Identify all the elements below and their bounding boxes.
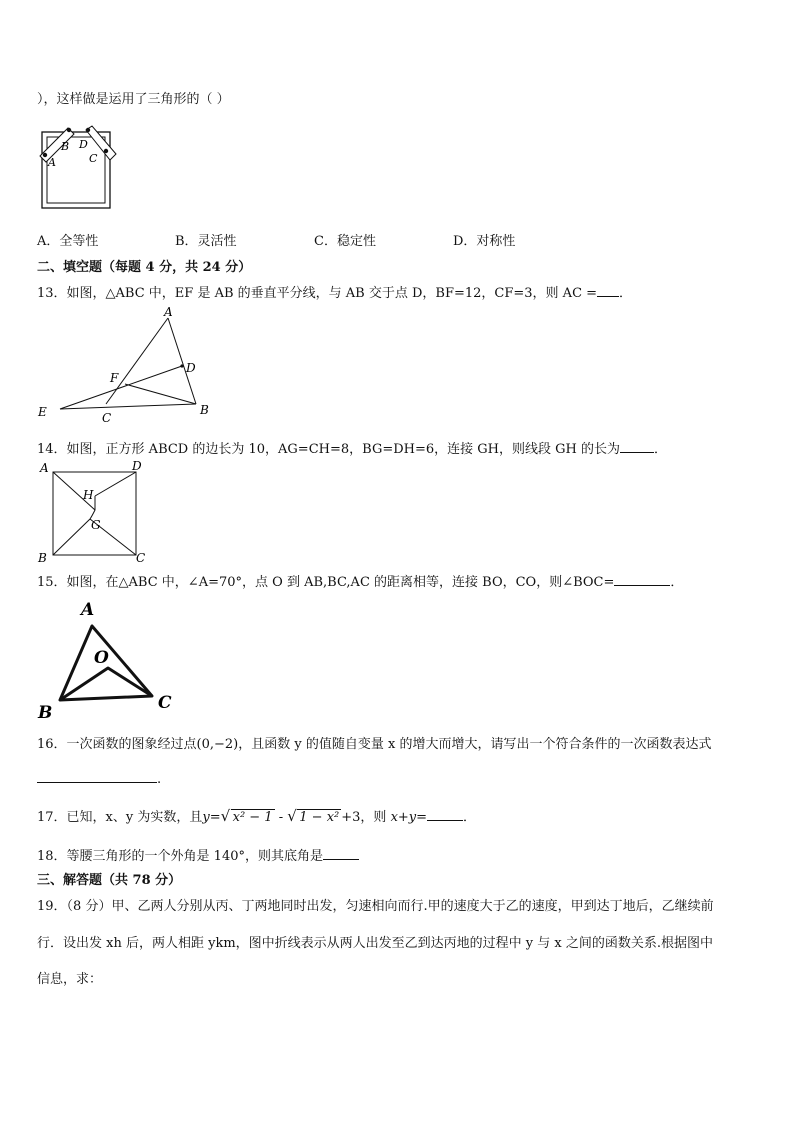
- point-c-dot: [104, 149, 108, 153]
- label-a: A: [81, 600, 95, 620]
- label-f: F: [110, 371, 119, 385]
- point-d-dot: [180, 364, 183, 367]
- q13-text: 13．如图，△ABC 中，EF 是 AB 的垂直平分线，与 AB 交于点 D，BF=12，CF=3，则 AC = ．: [37, 286, 633, 301]
- option-c: C．稳定性: [314, 234, 376, 249]
- label-b: B: [38, 703, 53, 722]
- q15-figure: [34, 596, 184, 722]
- label-a: A: [40, 461, 49, 475]
- option-a: A．全等性: [37, 234, 99, 249]
- label-o: O: [94, 648, 109, 668]
- q14-answer-blank: [620, 440, 654, 453]
- seg-dh: [95, 472, 136, 496]
- point-a-dot: [43, 153, 47, 157]
- q17-answer-blank: [427, 808, 463, 821]
- label-a: A: [164, 305, 173, 319]
- seg-eb: [60, 404, 196, 409]
- q17-text: 17．已知，x、y 为实数，且y= √ x² − 1 - √ 1 − x² +3，则 x+y= ．: [37, 807, 477, 825]
- label-d: D: [132, 459, 142, 473]
- label-c: C: [158, 693, 172, 713]
- q19-line2: 行．设出发 xh 后，两人相距 ykm，图中折线表示从两人出发至乙到达丙地的过程中 y 与 x 之间的函数关系.根据图中: [37, 936, 713, 951]
- label-d: D: [79, 138, 88, 151]
- sqrt-1: √ x² − 1: [220, 807, 273, 825]
- q14-text: 14．如图，正方形 ABCD 的边长为 10，AG=CH=8，BG=DH=6，连接 GH，则线段 GH 的长为 ．: [37, 442, 667, 457]
- q15-answer-blank: [614, 573, 670, 586]
- label-b: B: [38, 551, 47, 565]
- label-d: D: [186, 361, 196, 375]
- label-a: A: [48, 156, 56, 169]
- label-c: C: [102, 411, 112, 425]
- point-d-dot: [86, 128, 90, 132]
- q16-answer-blank: [37, 770, 157, 783]
- label-e: E: [38, 405, 47, 419]
- section2-title: 二、填空题（每题 4 分，共 24 分）: [37, 260, 252, 275]
- point-b-dot: [67, 128, 71, 132]
- option-b: B．灵活性: [175, 234, 237, 249]
- q18-answer-blank: [323, 847, 359, 860]
- label-c: C: [89, 152, 98, 165]
- q13-figure: [30, 304, 220, 426]
- q13-answer-blank: [597, 284, 619, 297]
- sqrt-2: √ 1 − x²: [287, 807, 340, 825]
- q12-figure: [34, 124, 124, 216]
- label-c: C: [136, 551, 146, 565]
- q12-stem-tail: ），这样做是运用了三角形的（ ）: [37, 92, 230, 107]
- label-b: B: [61, 140, 70, 153]
- q15-text: 15．如图，在△ABC 中，∠A=70°，点 O 到 AB,BC,AC 的距离相等，连接 BO，CO，则∠BOC= ．: [37, 575, 684, 590]
- label-h: H: [83, 488, 94, 502]
- seg-fb: [125, 384, 196, 404]
- seg-bg: [53, 519, 90, 555]
- q19-line1: 19．（8 分）甲、乙两人分别从丙、丁两地同时出发，匀速相向而行.甲的速度大于乙的速度，甲到达丁地后，乙继续前: [37, 899, 714, 914]
- q14-figure: [34, 458, 154, 566]
- label-b: B: [200, 403, 209, 417]
- label-g: G: [91, 518, 101, 532]
- q16-answer-line: .: [37, 770, 161, 787]
- q18-text: 18．等腰三角形的一个外角是 140°，则其底角是: [37, 845, 359, 864]
- seg-ac: [106, 318, 168, 404]
- section3-title: 三、解答题（共 78 分）: [37, 873, 182, 888]
- q16-text: 16．一次函数的图象经过点(0,−2)，且函数 y 的值随自变量 x 的增大而增大，请写出一个符合条件的一次函数表达式: [37, 737, 712, 752]
- q19-line3: 信息，求：: [37, 972, 103, 987]
- option-d: D．对称性: [453, 234, 516, 249]
- seg-ed: [60, 366, 182, 409]
